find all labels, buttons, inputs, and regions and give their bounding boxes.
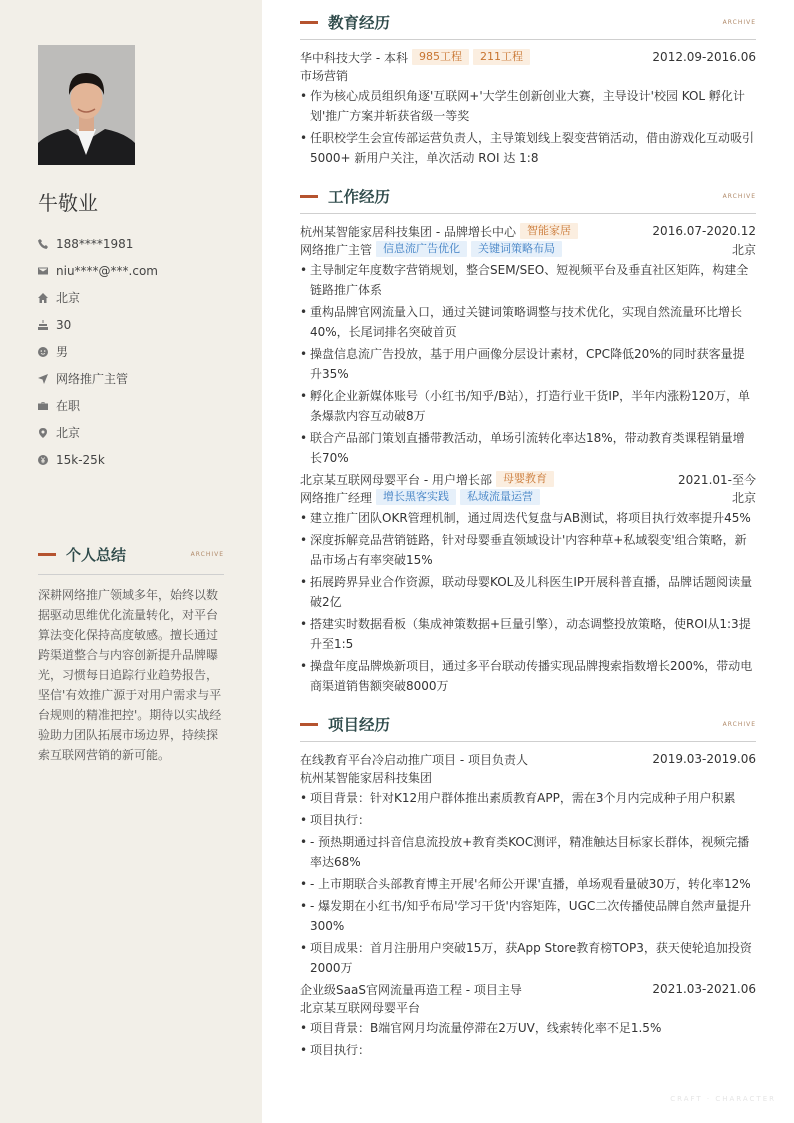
education-date: 2012.09-2016.06 — [652, 50, 756, 64]
job-bullets — [300, 508, 756, 696]
list-item: • 联合产品部门策划直播带教活动，单场引流转化率达18%，带动教育类课程销量增长70% — [300, 428, 756, 468]
summary-section — [38, 544, 224, 765]
section-accent-bar — [300, 723, 318, 726]
school-name: 华中科技大学 - 本科 — [300, 50, 408, 65]
skill-tag: 私域流量运营 — [460, 489, 540, 505]
projects-section — [300, 712, 756, 1060]
send-icon — [38, 374, 56, 384]
job-company: 杭州某智能家居科技集团 - 品牌增长中心 — [300, 224, 516, 239]
job-role-row — [300, 488, 756, 506]
age-text: 30 — [56, 317, 72, 332]
location-text: 北京 — [56, 426, 81, 440]
project-org-row — [300, 768, 756, 786]
projects-title: 项目经历 — [328, 716, 391, 734]
job-entry — [300, 222, 756, 468]
job-date: 2016.07-2020.12 — [652, 224, 756, 238]
info-phone — [38, 230, 158, 257]
project-date: 2019.03-2019.06 — [652, 752, 756, 766]
summary-title: 个人总结 — [66, 546, 127, 564]
home-city-text: 北京 — [56, 291, 81, 305]
job-company-row — [300, 222, 756, 240]
education-archive-label: ARCHIVE — [722, 18, 756, 26]
candidate-name: 牛敬业 — [38, 191, 98, 215]
list-item: • 项目执行： — [300, 810, 756, 830]
section-divider — [300, 213, 756, 214]
portrait-image — [38, 45, 135, 165]
education-row — [300, 48, 756, 66]
contact-info-list — [38, 230, 158, 473]
list-item: • 搭建实时数据看板（集成神策数据+巨量引擎），动态调整投放策略，使ROI从1:3提升至1:5 — [300, 614, 756, 654]
school-tag: 211工程 — [473, 49, 530, 65]
briefcase-icon — [38, 401, 56, 411]
list-item: • - 爆发期在小红书/知乎布局'学习干货'内容矩阵，UGC二次传播使品牌自然声量提升300% — [300, 896, 756, 936]
info-gender — [38, 338, 158, 365]
list-item: • 操盘信息流广告投放，基于用户画像分层设计素材，CPC降低20%的同时获客量提升35% — [300, 344, 756, 384]
project-entry — [300, 980, 756, 1060]
info-age — [38, 311, 158, 338]
cake-icon — [38, 320, 56, 330]
list-item: • 操盘年度品牌焕新项目，通过多平台联动传播实现品牌搜索指数增长200%，带动电商渠道销售额突破8000万 — [300, 656, 756, 696]
job-role: 网络推广经理 — [300, 490, 373, 505]
sidebar — [0, 0, 262, 1123]
list-item: • - 上市期联合头部教育博主开展'名师公开课'直播，单场观看量破30万，转化率12% — [300, 874, 756, 894]
list-item: • 深度拆解竞品营销链路，针对母婴垂直领域设计'内容种草+私域裂变'组合策略，新品市场占有率突破15% — [300, 530, 756, 570]
project-title-row — [300, 750, 756, 768]
education-section — [300, 10, 756, 168]
section-accent-bar — [38, 553, 56, 556]
project-entry — [300, 750, 756, 978]
education-bullets — [300, 86, 756, 168]
skill-tag: 信息流广告优化 — [376, 241, 467, 257]
main-content — [300, 10, 756, 1062]
major-row — [300, 66, 756, 84]
job-date: 2021.01-至今 — [678, 472, 756, 487]
job-role: 网络推广主管 — [300, 242, 373, 257]
summary-header — [38, 544, 224, 565]
job-entry — [300, 470, 756, 696]
work-title: 工作经历 — [328, 188, 391, 206]
list-item: • 项目背景：B端官网月均流量停滞在2万UV，线索转化率不足1.5% — [300, 1018, 756, 1038]
industry-tag: 智能家居 — [520, 223, 578, 239]
section-divider — [300, 741, 756, 742]
projects-header — [300, 712, 756, 736]
list-item: • 项目执行： — [300, 1040, 756, 1060]
section-accent-bar — [300, 21, 318, 24]
project-date: 2021.03-2021.06 — [652, 982, 756, 996]
section-accent-bar — [300, 195, 318, 198]
list-item: • 主导制定年度数字营销规划，整合SEM/SEO、短视频平台及垂直社区矩阵，构建全链路推广体系 — [300, 260, 756, 300]
info-salary — [38, 446, 158, 473]
email-text: niu****@***.com — [56, 263, 158, 278]
info-status — [38, 392, 158, 419]
info-position — [38, 365, 158, 392]
major-text: 市场营销 — [300, 68, 349, 83]
phone-text: 188****1981 — [56, 236, 134, 251]
project-bullets — [300, 1018, 756, 1060]
location-pin-icon — [38, 428, 56, 438]
project-org: 北京某互联网母婴平台 — [300, 1000, 421, 1015]
project-org-row — [300, 998, 756, 1016]
footer-watermark: CRAFT · CHARACTER — [670, 1095, 776, 1103]
list-item: • 作为核心成员组织角逐'互联网+'大学生创新创业大赛，主导设计'校园 KOL 孵化计划'推广方案并斩获省级一等奖 — [300, 86, 756, 126]
job-company: 北京某互联网母婴平台 - 用户增长部 — [300, 472, 492, 487]
list-item: • 建立推广团队OKR管理机制，通过周迭代复盘与AB测试，将项目执行效率提升45% — [300, 508, 756, 528]
project-bullets — [300, 788, 756, 978]
work-section — [300, 184, 756, 696]
summary-archive-label: ARCHIVE — [190, 551, 224, 558]
profile-photo — [38, 45, 135, 165]
skill-tag: 增长黑客实践 — [376, 489, 456, 505]
status-text: 在职 — [56, 399, 81, 413]
info-location — [38, 419, 158, 446]
project-name: 在线教育平台冷启动推广项目 - 项目负责人 — [300, 752, 528, 767]
phone-icon — [38, 239, 56, 249]
home-icon — [38, 293, 56, 303]
projects-archive-label: ARCHIVE — [722, 720, 756, 728]
position-text: 网络推广主管 — [56, 372, 129, 386]
mail-icon — [38, 266, 56, 276]
info-email — [38, 257, 158, 284]
job-company-row — [300, 470, 756, 488]
list-item: • 项目成果：首月注册用户突破15万，获App Store教育榜TOP3，获天使轮追加投资2000万 — [300, 938, 756, 978]
job-city: 北京 — [731, 242, 756, 257]
salary-text: 15k-25k — [56, 452, 105, 467]
education-header — [300, 10, 756, 34]
salary-icon — [38, 455, 56, 465]
job-city: 北京 — [731, 490, 756, 505]
info-home — [38, 284, 158, 311]
gender-text: 男 — [56, 345, 69, 359]
list-item: • - 预热期通过抖音信息流投放+教育类KOC测评，精准触达目标家长群体，视频完播率达68% — [300, 832, 756, 872]
list-item: • 孵化企业新媒体账号（小红书/知乎/B站），打造行业干货IP，半年内涨粉120万，单条爆款内容互动破8万 — [300, 386, 756, 426]
skill-tag: 关键词策略布局 — [471, 241, 562, 257]
job-role-row — [300, 240, 756, 258]
work-archive-label: ARCHIVE — [722, 192, 756, 200]
list-item: • 任职校学生会宣传部运营负责人，主导策划线上裂变营销活动，借由游戏化互动吸引 5000+ 新用户关注，单次活动 ROI 达 1:8 — [300, 128, 756, 168]
project-name: 企业级SaaS官网流量再造工程 - 项目主导 — [300, 982, 522, 997]
project-org: 杭州某智能家居科技集团 — [300, 770, 433, 785]
face-icon — [38, 347, 56, 357]
list-item: • 重构品牌官网流量入口，通过关键词策略调整与技术优化，实现自然流量环比增长40%，长尾词排名突破首页 — [300, 302, 756, 342]
list-item: • 拓展跨界异业合作资源，联动母婴KOL及儿科医生IP开展科普直播，品牌话题阅读量破2亿 — [300, 572, 756, 612]
section-divider — [38, 574, 224, 575]
project-title-row — [300, 980, 756, 998]
school-tag: 985工程 — [412, 49, 469, 65]
section-divider — [300, 39, 756, 40]
education-title: 教育经历 — [328, 14, 391, 32]
list-item: • 项目背景：针对K12用户群体推出素质教育APP，需在3个月内完成种子用户积累 — [300, 788, 756, 808]
work-header — [300, 184, 756, 208]
summary-text: 深耕网络推广领域多年，始终以数据驱动思维优化流量转化，对平台算法变化保持高度敏感。擅长通过跨渠道整合与内容创新提升品牌曝光，习惯每日追踪行业趋势报告，坚信'有效推广源于对用户需求与平台规则的精准把控'。期待以实战经验助力团队拓展市场边界，持续探索互联网营销的新可能。 — [38, 588, 222, 762]
job-bullets — [300, 260, 756, 468]
industry-tag: 母婴教育 — [496, 471, 554, 487]
